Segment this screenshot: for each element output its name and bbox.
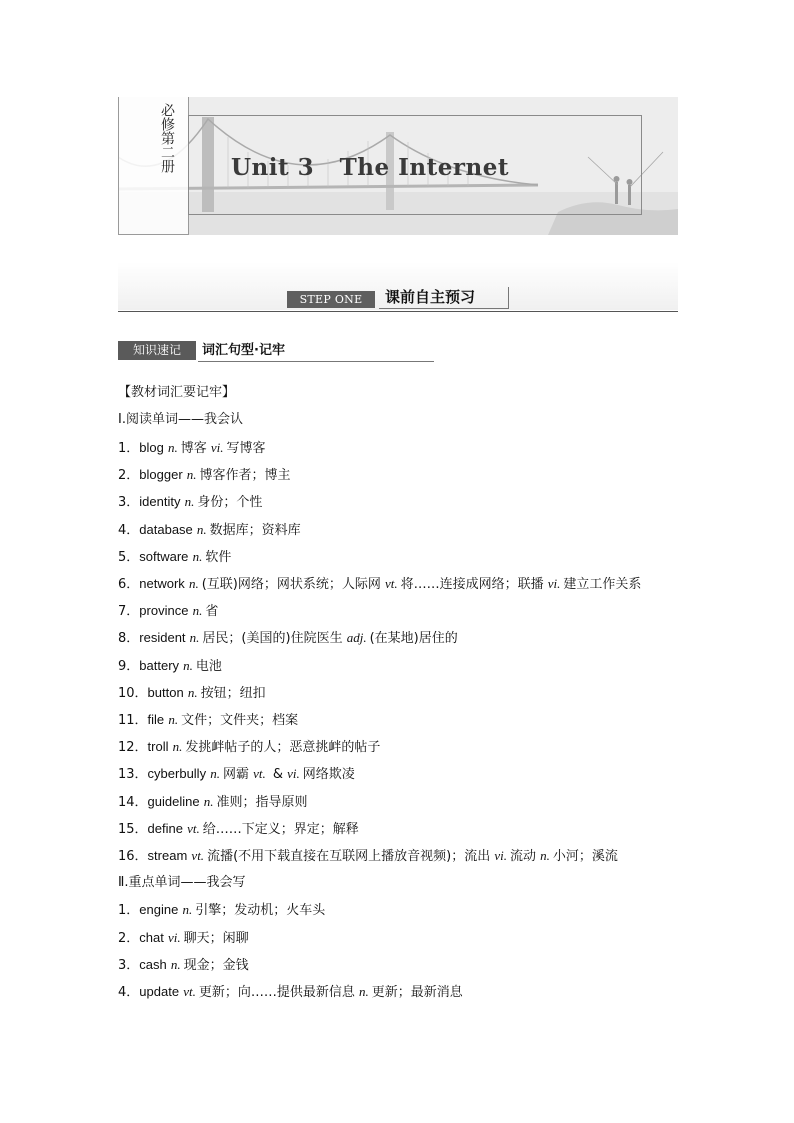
- item-definition: 聊天；闲聊: [183, 930, 249, 946]
- item-number: 5．: [118, 549, 140, 565]
- item-word: chat: [139, 929, 164, 945]
- item-word: resident: [139, 630, 186, 646]
- item-definition: 写博客: [226, 441, 266, 456]
- part-of-speech: n.: [187, 684, 198, 700]
- item-number: 10．: [118, 685, 148, 701]
- item-definition: 小河；溪流: [552, 849, 618, 864]
- item-number: 3．: [118, 957, 140, 973]
- part-of-speech: n.: [170, 956, 181, 972]
- item-word: blog: [139, 440, 164, 455]
- part-of-speech: vi.: [287, 766, 300, 782]
- item-word: network: [139, 576, 185, 591]
- item-number: 16．: [118, 849, 148, 864]
- part-of-speech: n.: [358, 984, 369, 999]
- item-definition: 居民；(美国的)住院医生: [202, 631, 347, 647]
- item-word: identity: [139, 494, 181, 510]
- item-definition: (互联)网络；网状系统；人际网: [201, 577, 385, 592]
- list-item: [118, 957, 249, 974]
- part-of-speech: n.: [540, 848, 550, 863]
- item-word: file: [147, 712, 165, 727]
- item-word: stream: [147, 848, 188, 863]
- item-word: blogger: [139, 467, 183, 483]
- list-item: [118, 658, 222, 675]
- list-item: [118, 576, 641, 593]
- part-of-speech: vi.: [547, 576, 561, 591]
- item-definition: 电池: [195, 658, 222, 674]
- list-item: [118, 549, 231, 566]
- item-definition: 身份；个性: [197, 495, 263, 511]
- list-item: [118, 494, 262, 511]
- part2-title: Ⅱ.重点单词——我会写: [118, 875, 246, 891]
- list-item: [118, 630, 458, 647]
- list-item: [118, 821, 359, 838]
- part-of-speech: n.: [186, 467, 197, 483]
- book-label: 必修第二册: [159, 103, 175, 173]
- item-number: 8．: [118, 631, 140, 647]
- item-definition: 更新；向……提供最新信息: [198, 985, 359, 1000]
- list-item: [118, 712, 298, 729]
- item-definition: 按钮；纽扣: [200, 685, 266, 701]
- item-word: define: [147, 820, 183, 836]
- step-label: 课前自主预习: [379, 287, 509, 309]
- part-of-speech: vt.: [191, 848, 205, 863]
- section-badge: 知识速记: [118, 341, 196, 360]
- part-of-speech: n.: [168, 440, 178, 455]
- item-number: 1．: [118, 903, 140, 919]
- item-number: 15．: [118, 821, 148, 837]
- part-of-speech: vt.: [253, 766, 266, 782]
- part-of-speech: n.: [183, 657, 193, 673]
- item-number: 6．: [118, 577, 140, 592]
- section-title: 词汇句型·记牢: [202, 343, 285, 358]
- vocab-heading: 【教材词汇要记牢】: [118, 385, 236, 400]
- step-badge: STEP ONE: [287, 291, 375, 308]
- part-of-speech: vt.: [384, 576, 398, 591]
- part-of-speech: n.: [192, 548, 203, 564]
- item-definition: 引擎；发动机；火车头: [195, 903, 326, 919]
- item-definition: 博客: [180, 441, 211, 456]
- item-word: engine: [139, 902, 179, 918]
- list-item: [118, 603, 218, 620]
- list-item: [118, 467, 291, 484]
- item-definition: 省: [205, 604, 219, 620]
- item-number: 2．: [118, 468, 140, 484]
- item-number: 4．: [118, 985, 140, 1000]
- item-word: cyberbully: [147, 766, 207, 782]
- item-definition: &: [268, 767, 288, 783]
- item-definition: 发挑衅帖子的人；恶意挑衅的帖子: [185, 740, 381, 756]
- item-definition: 博客作者；博主: [199, 468, 291, 484]
- item-number: 1．: [118, 441, 140, 456]
- part-of-speech: n.: [182, 902, 193, 918]
- item-number: 3．: [118, 495, 140, 511]
- item-word: province: [139, 603, 189, 619]
- unit-title: Unit 3 The Internet: [231, 154, 509, 181]
- part-of-speech: n.: [189, 630, 200, 646]
- list-item: [118, 685, 266, 702]
- item-number: 12．: [118, 740, 148, 756]
- item-number: 2．: [118, 930, 140, 946]
- item-number: 14．: [118, 794, 148, 810]
- item-definition: 网络欺凌: [302, 767, 355, 783]
- item-definition: 给……下定义；界定；解释: [202, 821, 359, 837]
- part-of-speech: n.: [188, 576, 199, 591]
- item-number: 11．: [118, 713, 148, 728]
- list-item: [118, 766, 355, 783]
- part-of-speech: vt.: [183, 984, 196, 999]
- part1-title: Ⅰ.阅读单词——我会认: [118, 412, 243, 427]
- part-of-speech: vi.: [210, 440, 224, 455]
- item-word: troll: [147, 739, 169, 755]
- list-item: [118, 794, 308, 811]
- part-of-speech: vi.: [494, 848, 507, 863]
- item-definition: 准则；指导原则: [216, 794, 308, 810]
- item-definition: 网霸: [222, 767, 254, 783]
- item-definition: (在某地)居住的: [369, 631, 458, 647]
- step-divider: [118, 311, 678, 312]
- list-item: [118, 930, 249, 947]
- item-number: 4．: [118, 522, 140, 538]
- part-of-speech: adj.: [346, 630, 367, 646]
- item-word: button: [147, 684, 184, 700]
- item-definition: 建立工作关系: [563, 577, 642, 592]
- list-item: [118, 848, 618, 865]
- part-of-speech: n.: [168, 712, 179, 727]
- part-of-speech: n.: [196, 521, 207, 537]
- item-definition: 文件；文件夹；档案: [181, 713, 299, 728]
- part-of-speech: n.: [184, 494, 195, 510]
- item-definition: 现金；金钱: [183, 957, 249, 973]
- part-of-speech: n.: [203, 793, 214, 809]
- book-tab: [118, 97, 189, 235]
- list-item: [118, 984, 463, 1001]
- item-number: 7．: [118, 604, 140, 620]
- item-definition: 更新；最新消息: [371, 985, 463, 1000]
- part-of-speech: n.: [192, 603, 203, 619]
- item-definition: 数据库；资料库: [209, 522, 301, 538]
- list-item: [118, 522, 301, 539]
- item-word: database: [139, 521, 193, 537]
- list-item: [118, 902, 325, 919]
- item-word: update: [139, 984, 180, 999]
- item-word: guideline: [147, 793, 200, 809]
- item-definition: 将……连接成网络；联播: [400, 577, 548, 592]
- list-item: [118, 440, 266, 457]
- part-of-speech: vi.: [168, 929, 181, 945]
- item-word: software: [139, 548, 189, 564]
- item-definition: 软件: [205, 549, 232, 565]
- item-number: 9．: [118, 658, 140, 674]
- item-number: 13．: [118, 767, 148, 783]
- item-definition: 流播(不用下载直接在互联网上播放音视频)；流出: [207, 849, 495, 864]
- item-definition: 流动: [509, 849, 541, 864]
- section-underline: [198, 361, 434, 362]
- part-of-speech: n.: [172, 739, 183, 755]
- list-item: [118, 739, 380, 756]
- part-of-speech: vt.: [187, 820, 200, 836]
- item-word: battery: [139, 657, 180, 673]
- part-of-speech: n.: [210, 766, 220, 782]
- item-word: cash: [139, 956, 167, 972]
